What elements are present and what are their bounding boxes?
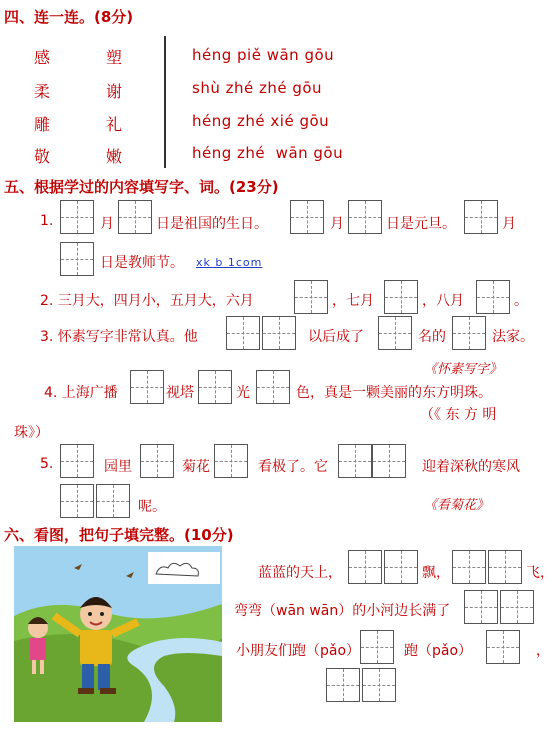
q1-text-c: 日是教师节。 — [100, 255, 184, 271]
q3-text-d: 法家。 — [492, 329, 534, 345]
section-6-title: 六、看图，把句子填完整。(10分) — [4, 526, 234, 544]
q4-text-c: 光 — [236, 385, 250, 401]
blank-box[interactable] — [130, 370, 164, 404]
q3-text: 3. 怀素写字非常认真。他 — [40, 329, 198, 345]
char-6: 谢 — [106, 82, 123, 101]
q5-text-d: 看极了。它 — [258, 459, 328, 475]
blank-box[interactable] — [96, 484, 130, 518]
blank-box[interactable] — [60, 444, 94, 478]
illustration — [14, 546, 222, 722]
q5-number: 5. — [40, 456, 54, 472]
blank-box[interactable] — [488, 550, 522, 584]
q1-text-month2: 月 — [330, 216, 344, 232]
pinyin-3: héng zhé xié gōu — [192, 112, 330, 130]
s2-text: 弯弯（wān wān）的小河边长满了 — [234, 603, 451, 619]
q5-text-f: 呢。 — [138, 499, 166, 515]
blank-box[interactable] — [500, 590, 534, 624]
blank-box[interactable] — [60, 200, 94, 234]
q3-source: 《怀素写字》 — [424, 362, 503, 377]
q3-text-b: 以后成了 — [308, 329, 364, 345]
q5-text-e: 迎着深秋的寒风 — [422, 459, 520, 475]
blank-box[interactable] — [464, 590, 498, 624]
q2-text-b: ，七月 — [332, 293, 374, 309]
q1-text-month3: 月 — [502, 216, 516, 232]
q5-text-c: 菊花 — [182, 459, 210, 475]
blank-box[interactable] — [290, 200, 324, 234]
s3-text-b: 跑（pǎo） — [404, 643, 473, 659]
pinyin-4: héng zhé wān gōu — [192, 144, 344, 162]
blank-box[interactable] — [378, 316, 412, 350]
section-5-title: 五、根据学过的内容填写字、词。(23分) — [4, 178, 279, 196]
blank-box[interactable] — [60, 484, 94, 518]
blank-box[interactable] — [384, 280, 418, 314]
blank-box[interactable] — [326, 668, 360, 702]
char-2: 柔 — [34, 82, 51, 101]
blank-box[interactable] — [338, 444, 372, 478]
blank-box[interactable] — [464, 200, 498, 234]
q4-text: 4. 上海广播 — [44, 385, 118, 401]
watermark-link[interactable]: xk b 1com — [196, 256, 263, 269]
blank-box[interactable] — [360, 630, 394, 664]
blank-box[interactable] — [294, 280, 328, 314]
blank-box[interactable] — [226, 316, 260, 350]
q3-text-c: 名的 — [418, 329, 446, 345]
blank-box[interactable] — [198, 370, 232, 404]
q1-text-a: 日是祖国的生日。 — [156, 216, 268, 232]
char-3: 雕 — [34, 115, 51, 134]
pinyin-2: shù zhé zhé gōu — [192, 79, 323, 97]
blank-box[interactable] — [348, 550, 382, 584]
blank-box[interactable] — [486, 630, 520, 664]
q2-text-d: 。 — [514, 293, 528, 309]
q1-number: 1. — [40, 213, 54, 229]
q5-source: 《看菊花》 — [424, 498, 490, 513]
blank-box[interactable] — [214, 444, 248, 478]
q2-text: 2. 三月大，四月小，五月大，六月 — [40, 293, 254, 309]
q2-text-c: ，八月 — [422, 293, 464, 309]
blank-box[interactable] — [60, 242, 94, 276]
blank-box[interactable] — [452, 316, 486, 350]
s1-text-a: 蓝蓝的天上， — [258, 565, 342, 581]
q4-text-b: 视塔 — [166, 385, 194, 401]
blank-box[interactable] — [262, 316, 296, 350]
char-7: 礼 — [106, 115, 123, 134]
q1-text-month: 月 — [100, 216, 114, 232]
char-5: 塑 — [106, 48, 123, 67]
q4-text-d: 色，真是一颗美丽的东方明珠。 — [296, 385, 492, 401]
s3-text-c: ， — [536, 643, 550, 659]
blank-box[interactable] — [372, 444, 406, 478]
blank-box[interactable] — [256, 370, 290, 404]
char-4: 敬 — [34, 147, 51, 166]
q4-source-b: 珠》） — [14, 425, 49, 441]
blank-box[interactable] — [118, 200, 152, 234]
blank-box[interactable] — [348, 200, 382, 234]
section-4-title: 四、连一连。(8分) — [4, 8, 134, 26]
s3-text-a: 小朋友们跑（pǎo） — [236, 643, 361, 659]
q5-text-b: 园里 — [104, 459, 132, 475]
char-8: 嫩 — [106, 147, 123, 166]
blank-box[interactable] — [384, 550, 418, 584]
blank-box[interactable] — [140, 444, 174, 478]
s1-text-b: 飘， — [422, 565, 450, 581]
divider-line — [164, 36, 166, 168]
pinyin-1: héng piě wān gōu — [192, 46, 335, 64]
blank-box[interactable] — [476, 280, 510, 314]
char-1: 感 — [34, 48, 51, 67]
blank-box[interactable] — [452, 550, 486, 584]
s1-text-c: 飞， — [526, 565, 554, 581]
q1-text-b: 日是元旦。 — [386, 216, 456, 232]
q4-source-a: （《 东 方 明 — [420, 407, 497, 423]
blank-box[interactable] — [362, 668, 396, 702]
